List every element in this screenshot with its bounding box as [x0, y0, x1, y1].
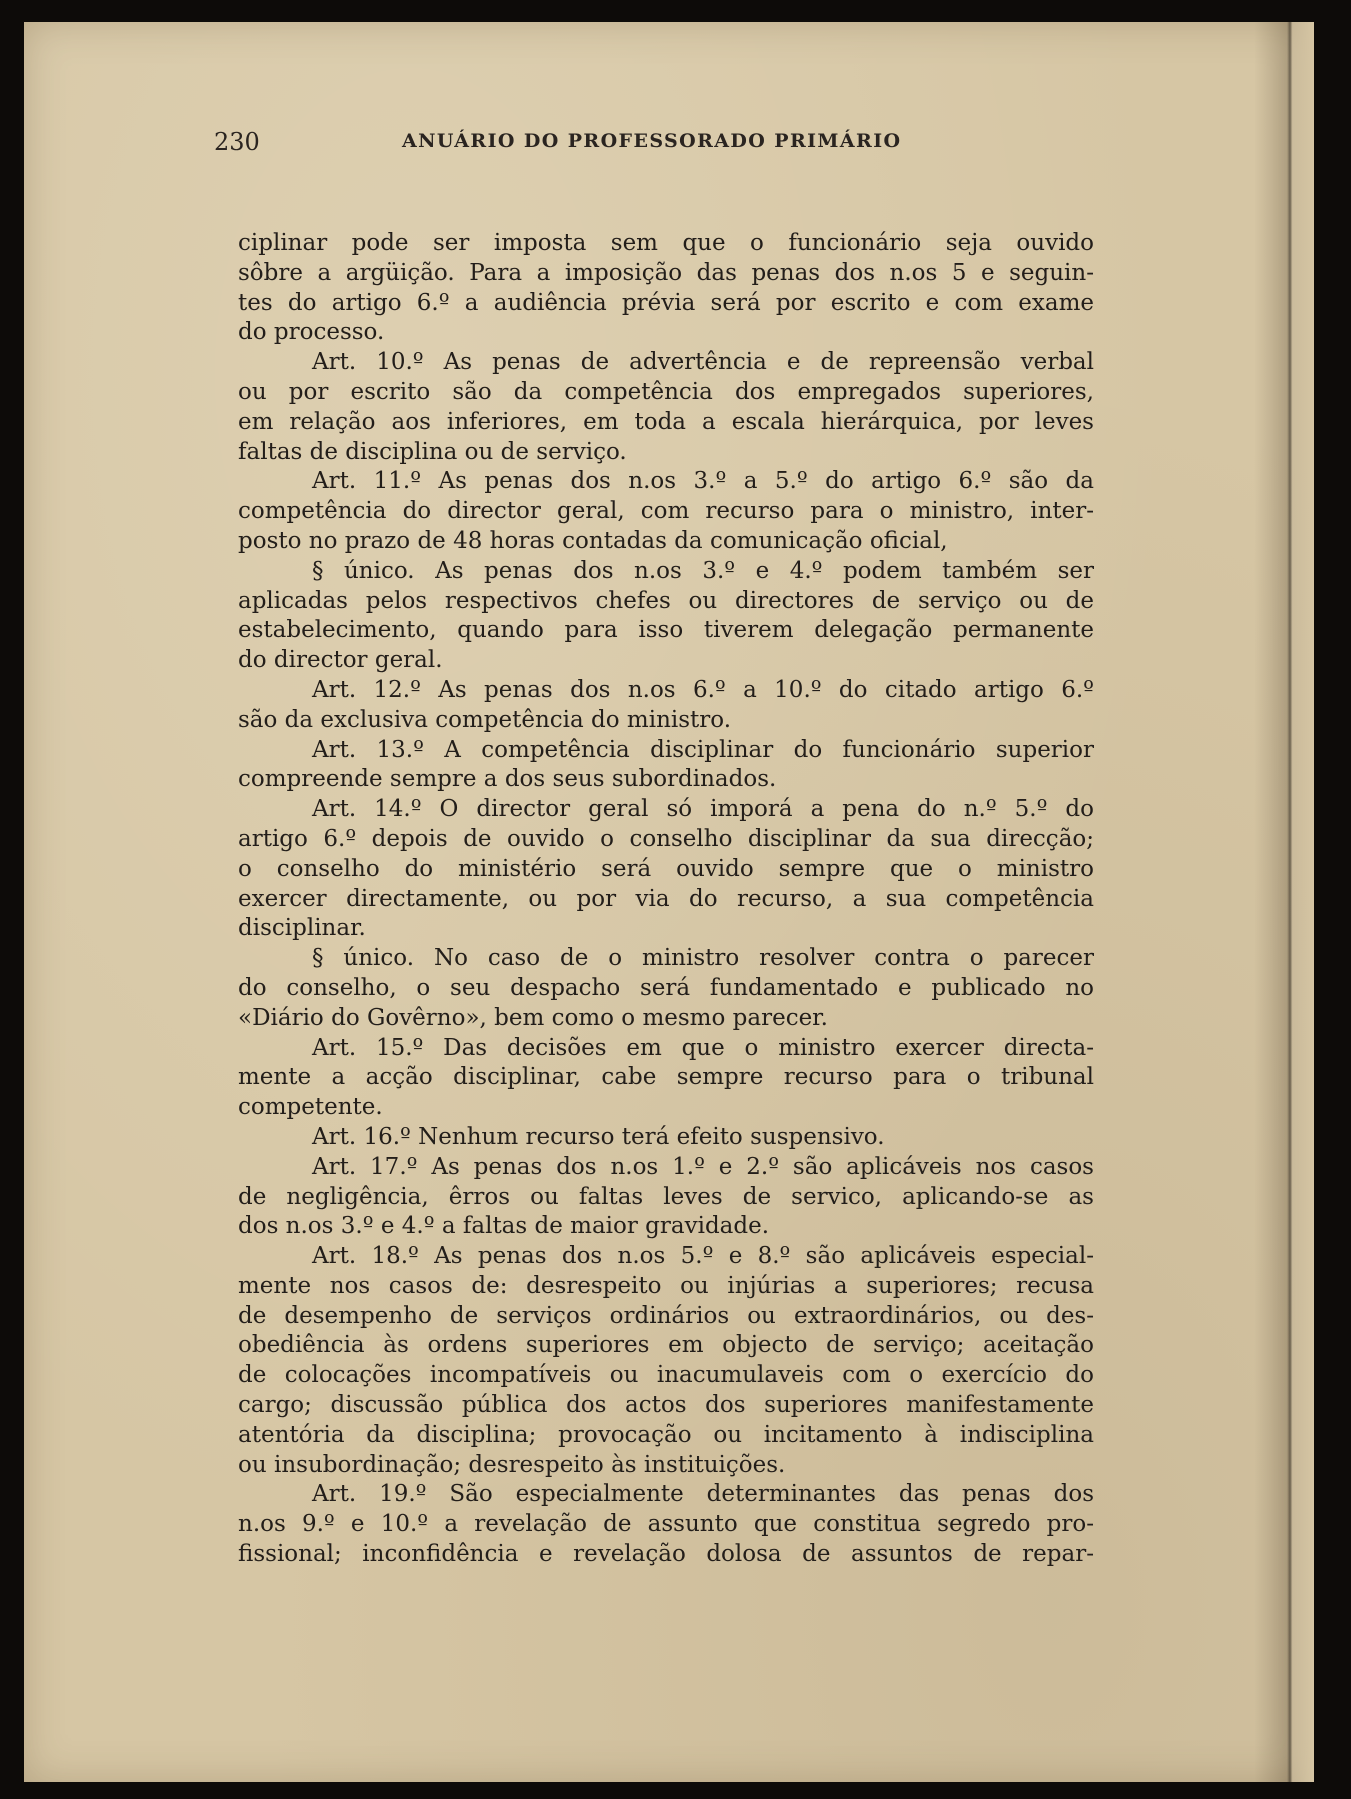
binding-edge — [1254, 22, 1314, 1782]
text-line: posto no prazo de 48 horas contadas da comunicação oficial, — [238, 527, 948, 554]
text-line: Art. 14.º O director geral só imporá a pena do n.º 5.º do — [312, 796, 1094, 823]
text-line: o conselho do ministério será ouvido sempre que o ministro — [238, 855, 1094, 882]
text-line: Art. 15.º Das decisões em que o ministro exercer directa- — [312, 1034, 1094, 1061]
text-line: dos n.os 3.º e 4.º a faltas de maior gravidade. — [238, 1213, 770, 1240]
text-line: compreende sempre a dos seus subordinados. — [238, 766, 777, 793]
text-line: artigo 6.º depois de ouvido o conselho disciplinar da sua direcção; — [238, 825, 1094, 852]
text-line: de negligência, êrros ou faltas leves de servico, aplicando-se as — [238, 1183, 1094, 1210]
text-line: § único. No caso de o ministro resolver contra o parecer — [312, 945, 1094, 972]
text-line: Art. 16.º Nenhum recurso terá efeito suspensivo. — [312, 1123, 885, 1150]
text-line: cargo; discussão pública dos actos dos superiores manifestamente — [238, 1392, 1094, 1419]
text-line: de colocações incompatíveis ou inacumulaveis com o exercício do — [238, 1362, 1094, 1389]
text-line: Art. 17.º As penas dos n.os 1.º e 2.º são aplicáveis nos casos — [312, 1153, 1094, 1180]
text-line: Art. 11.º As penas dos n.os 3.º a 5.º do artigo 6.º são da — [312, 468, 1094, 495]
text-line: do processo. — [238, 319, 385, 346]
text-line: Art. 18.º As penas dos n.os 5.º e 8.º são aplicáveis especial- — [312, 1243, 1094, 1270]
text-line: faltas de disciplina ou de serviço. — [238, 438, 627, 465]
text-line: competente. — [238, 1094, 383, 1121]
text-line: são da exclusiva competência do ministro. — [238, 706, 732, 733]
text-line: em relação aos inferiores, em toda a escala hierárquica, por leves — [238, 408, 1094, 435]
text-line: aplicadas pelos respectivos chefes ou directores de serviço ou de — [238, 587, 1094, 614]
text-line: Art. 19.º São especialmente determinantes das penas dos — [312, 1481, 1094, 1508]
text-line: ciplinar pode ser imposta sem que o funcionário seja ouvido — [238, 230, 1094, 256]
text-line: § único. As penas dos n.os 3.º e 4.º podem também ser — [312, 557, 1094, 584]
page-header — [214, 128, 974, 168]
text-line: mente a acção disciplinar, cabe sempre recurso para o tribunal — [238, 1064, 1094, 1091]
text-line: ou por escrito são da competência dos empregados superiores, — [238, 378, 1094, 405]
text-line: sôbre a argüição. Para a imposição das penas dos n.os 5 e seguin- — [238, 259, 1094, 286]
text-line: Art. 12.º As penas dos n.os 6.º a 10.º do citado artigo 6.º — [312, 676, 1094, 703]
text-line: «Diário do Govêrno», bem como o mesmo parecer. — [238, 1004, 828, 1031]
page-number: 230 — [214, 128, 260, 156]
text-line: Art. 10.º As penas de advertência e de repreensão verbal — [312, 349, 1094, 376]
text-line: competência do director geral, com recurso para o ministro, inter- — [238, 498, 1094, 525]
text-line: atentória da disciplina; provocação ou incitamento à indisciplina — [238, 1421, 1094, 1448]
text-line: tes do artigo 6.º a audiência prévia será por escrito e com exame — [238, 289, 1094, 316]
body-text — [238, 229, 1094, 1570]
running-title: ANUÁRIO DO PROFESSORADO PRIMÁRIO — [402, 130, 902, 152]
text-line: disciplinar. — [238, 915, 366, 942]
text-line: exercer directamente, ou por via do recurso, a sua competência — [238, 885, 1094, 912]
text-line: do director geral. — [238, 647, 443, 674]
text-line: de desempenho de serviços ordinários ou extraordinários, ou des- — [238, 1302, 1094, 1329]
text-line: ou insubordinação; desrespeito às instituições. — [238, 1451, 786, 1478]
text-line: fissional; inconfidência e revelação dolosa de assuntos de repar- — [238, 1541, 1094, 1568]
text-line: n.os 9.º e 10.º a revelação de assunto que constitua segredo pro- — [238, 1511, 1094, 1538]
text-line: estabelecimento, quando para isso tiverem delegação permanente — [238, 617, 1094, 644]
text-line: mente nos casos de: desrespeito ou injúrias a superiores; recusa — [238, 1272, 1094, 1299]
text-line: Art. 13.º A competência disciplinar do funcionário superior — [312, 736, 1094, 763]
text-line: do conselho, o seu despacho será fundamentado e publicado no — [238, 974, 1094, 1001]
text-line: obediência às ordens superiores em objecto de serviço; aceitação — [238, 1332, 1094, 1359]
